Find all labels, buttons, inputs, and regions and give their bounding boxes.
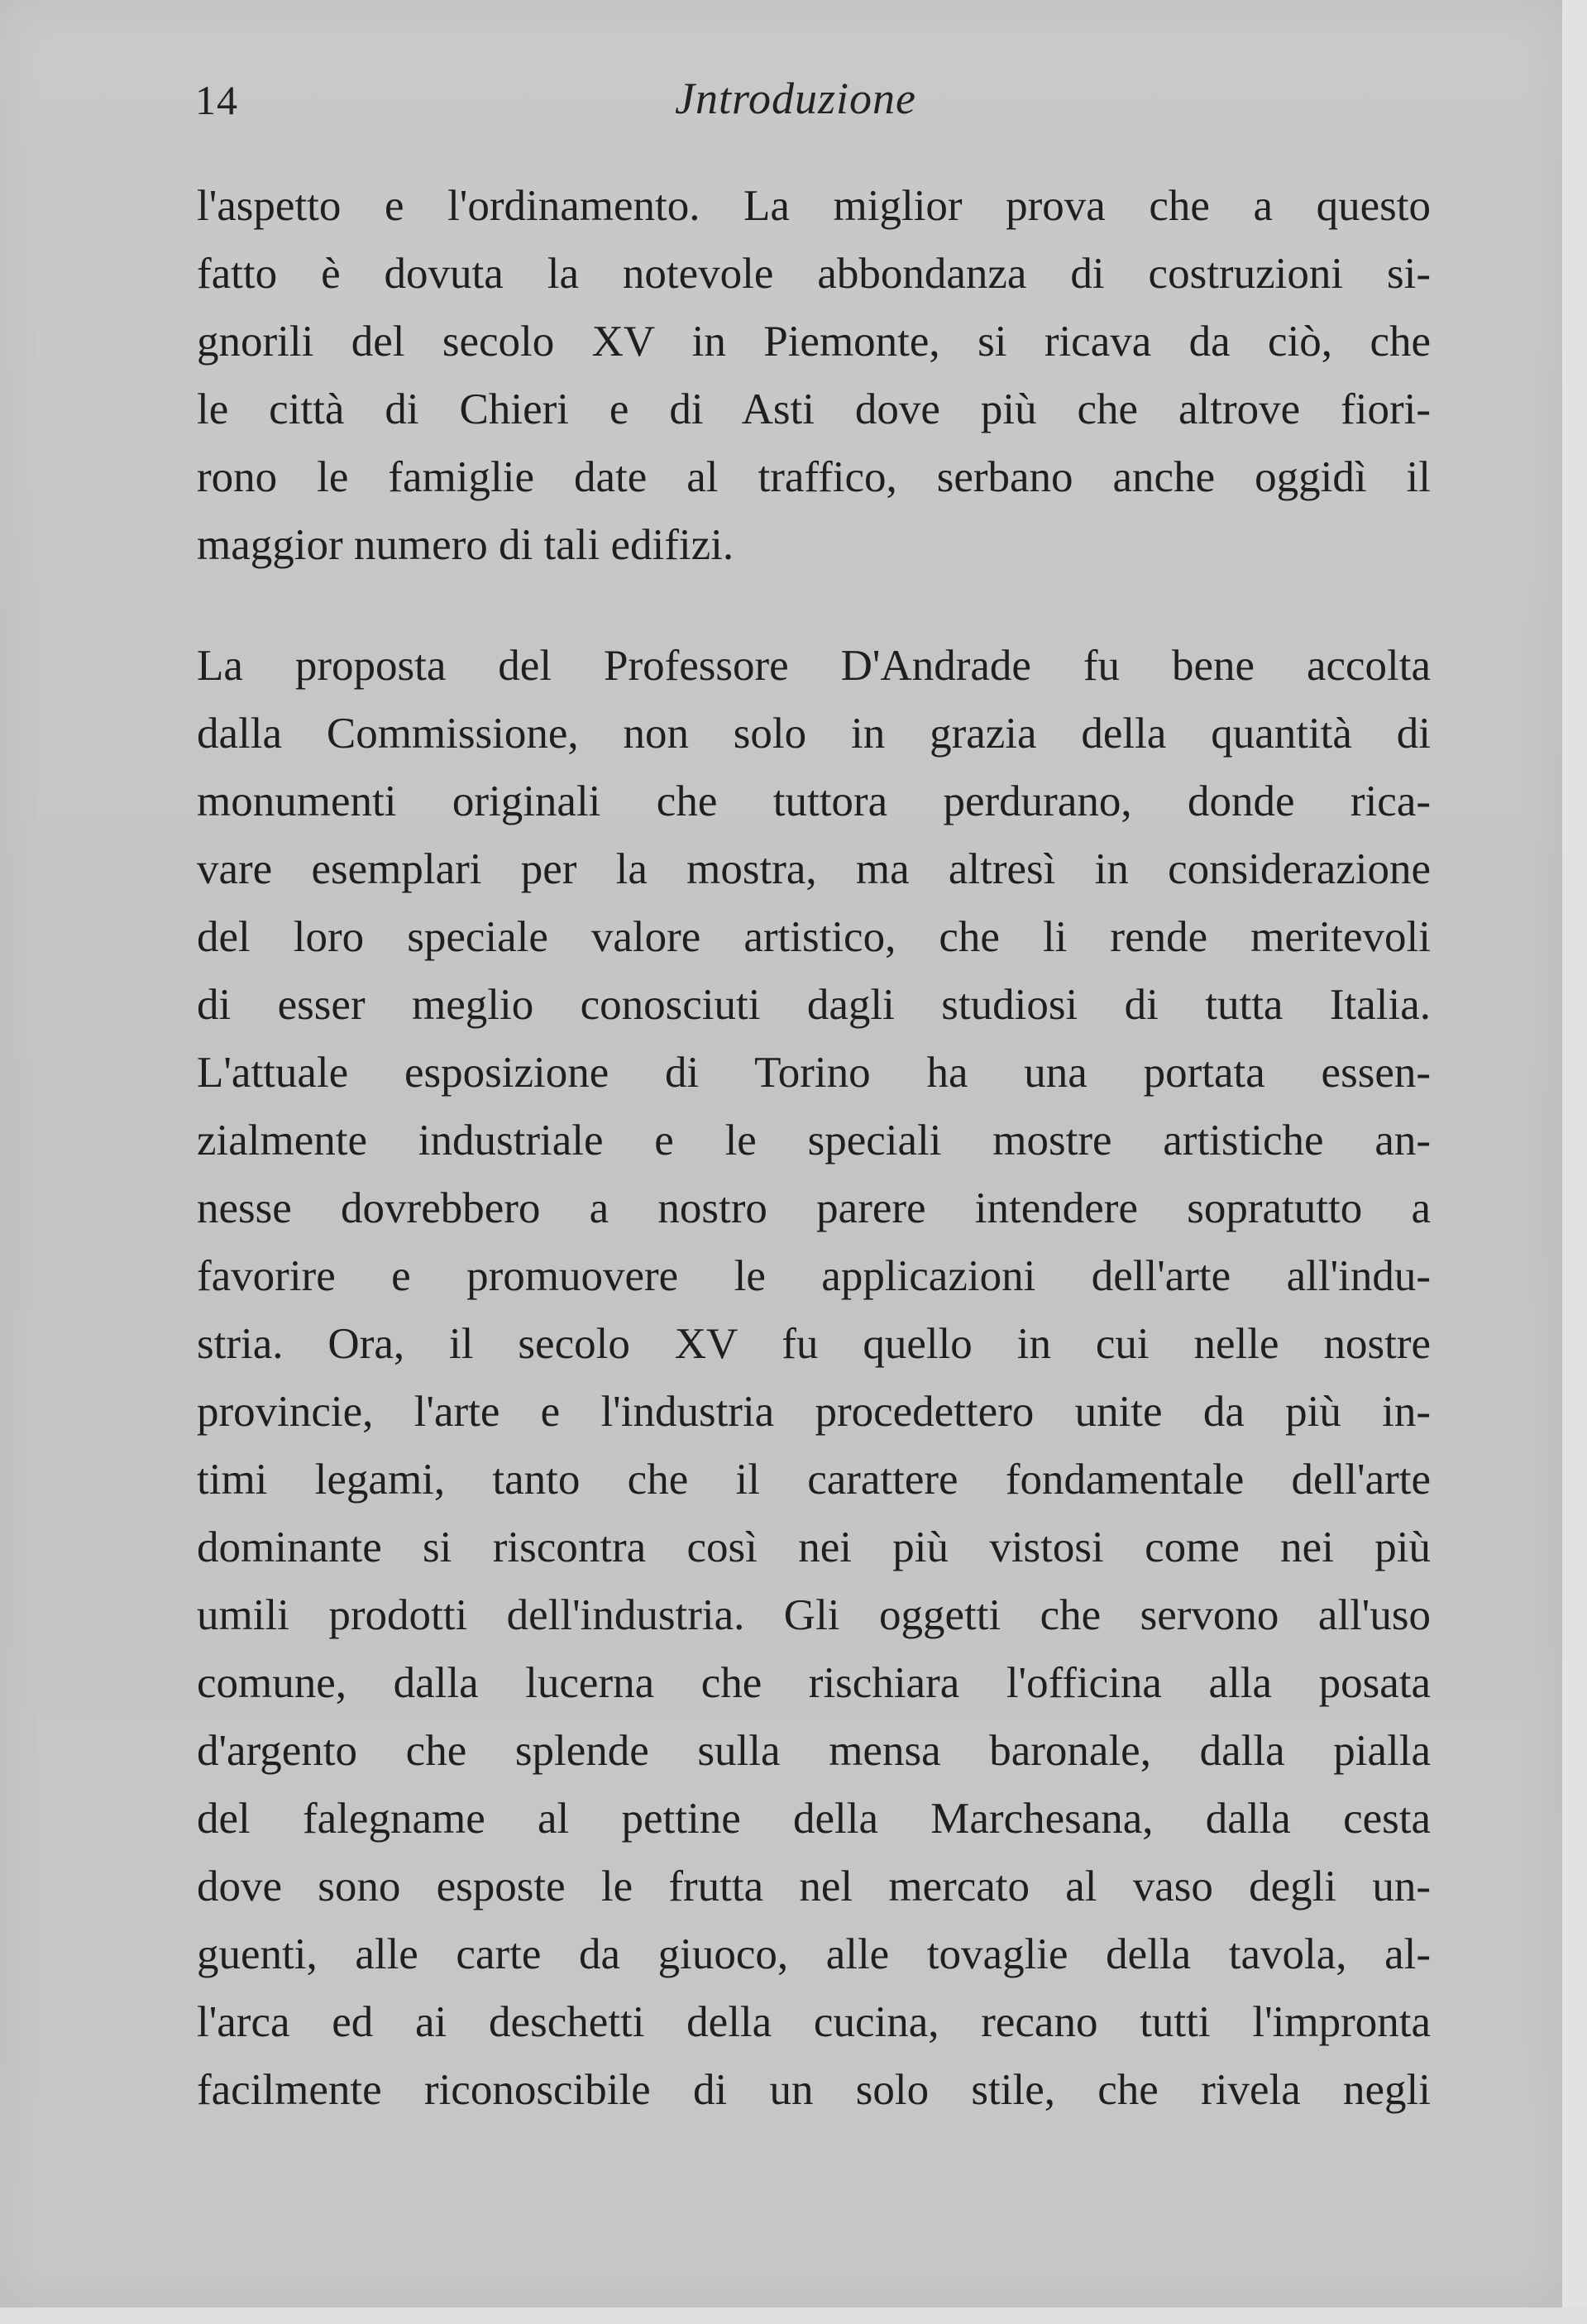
running-title: Jntroduzione: [675, 74, 916, 123]
page-bottom-edge: [0, 2307, 1587, 2324]
body-text: [197, 172, 1431, 2124]
text-line: provincie, l'arte e l'industria procedettero unite da più in-: [197, 1388, 1431, 1436]
text-line: L'attuale esposizione di Torino ha una portata essen-: [197, 1049, 1431, 1097]
text-line: di esser meglio conosciuti dagli studiosi di tutta Italia.: [197, 981, 1431, 1029]
page-number: 14: [195, 77, 238, 123]
text-line: del loro speciale valore artistico, che li rende meritevoli: [197, 913, 1431, 961]
text-line: guenti, alle carte da giuoco, alle tovaglie della tavola, al-: [197, 1930, 1431, 1978]
text-line: nesse dovrebbero a nostro parere intendere sopratutto a: [197, 1184, 1431, 1232]
text-line: umili prodotti dell'industria. Gli oggetti che servono all'uso: [197, 1591, 1431, 1639]
text-line: le città di Chieri e di Asti dove più che altrove fiori-: [197, 385, 1431, 433]
text-line: dove sono esposte le frutta nel mercato al vaso degli un-: [197, 1863, 1431, 1910]
paragraph-1: [197, 172, 1431, 579]
text-line: monumenti originali che tuttora perdurano, donde rica-: [197, 777, 1431, 825]
text-line: favorire e promuovere le applicazioni dell'arte all'indu-: [197, 1252, 1431, 1300]
text-line: gnorili del secolo XV in Piemonte, si ricava da ciò, che: [197, 318, 1431, 366]
text-line: timi legami, tanto che il carattere fondamentale dell'arte: [197, 1456, 1431, 1504]
text-line: l'aspetto e l'ordinamento. La miglior prova che a questo: [197, 182, 1431, 230]
text-line: comune, dalla lucerna che rischiara l'officina alla posata: [197, 1659, 1431, 1707]
text-line: La proposta del Professore D'Andrade fu bene accolta: [197, 642, 1431, 690]
text-line: maggior numero di tali edifizi.: [197, 521, 734, 569]
text-line: stria. Ora, il secolo XV fu quello in cui nelle nostre: [197, 1320, 1431, 1368]
paragraph-2: [197, 632, 1431, 2124]
text-line: zialmente industriale e le speciali mostre artistiche an-: [197, 1117, 1431, 1164]
text-line: l'arca ed ai deschetti della cucina, recano tutti l'impronta: [197, 1998, 1431, 2046]
text-line: d'argento che splende sulla mensa baronale, dalla pialla: [197, 1727, 1431, 1775]
text-line: facilmente riconoscibile di un solo stile, che rivela negli: [197, 2066, 1431, 2114]
text-line: del falegname al pettine della Marchesana, dalla cesta: [197, 1795, 1431, 1843]
text-line: fatto è dovuta la notevole abbondanza di costruzioni si-: [197, 250, 1431, 298]
text-line: dalla Commissione, non solo in grazia della quantità di: [197, 710, 1431, 758]
running-head: [195, 66, 1436, 141]
text-line: rono le famiglie date al traffico, serbano anche oggidì il: [197, 453, 1431, 501]
paragraph-gap: [197, 579, 1431, 632]
text-line: dominante si riscontra così nei più vistosi come nei più: [197, 1523, 1431, 1571]
page-edge: [1562, 0, 1587, 2324]
text-line: vare esemplari per la mostra, ma altresì in considerazione: [197, 845, 1431, 893]
